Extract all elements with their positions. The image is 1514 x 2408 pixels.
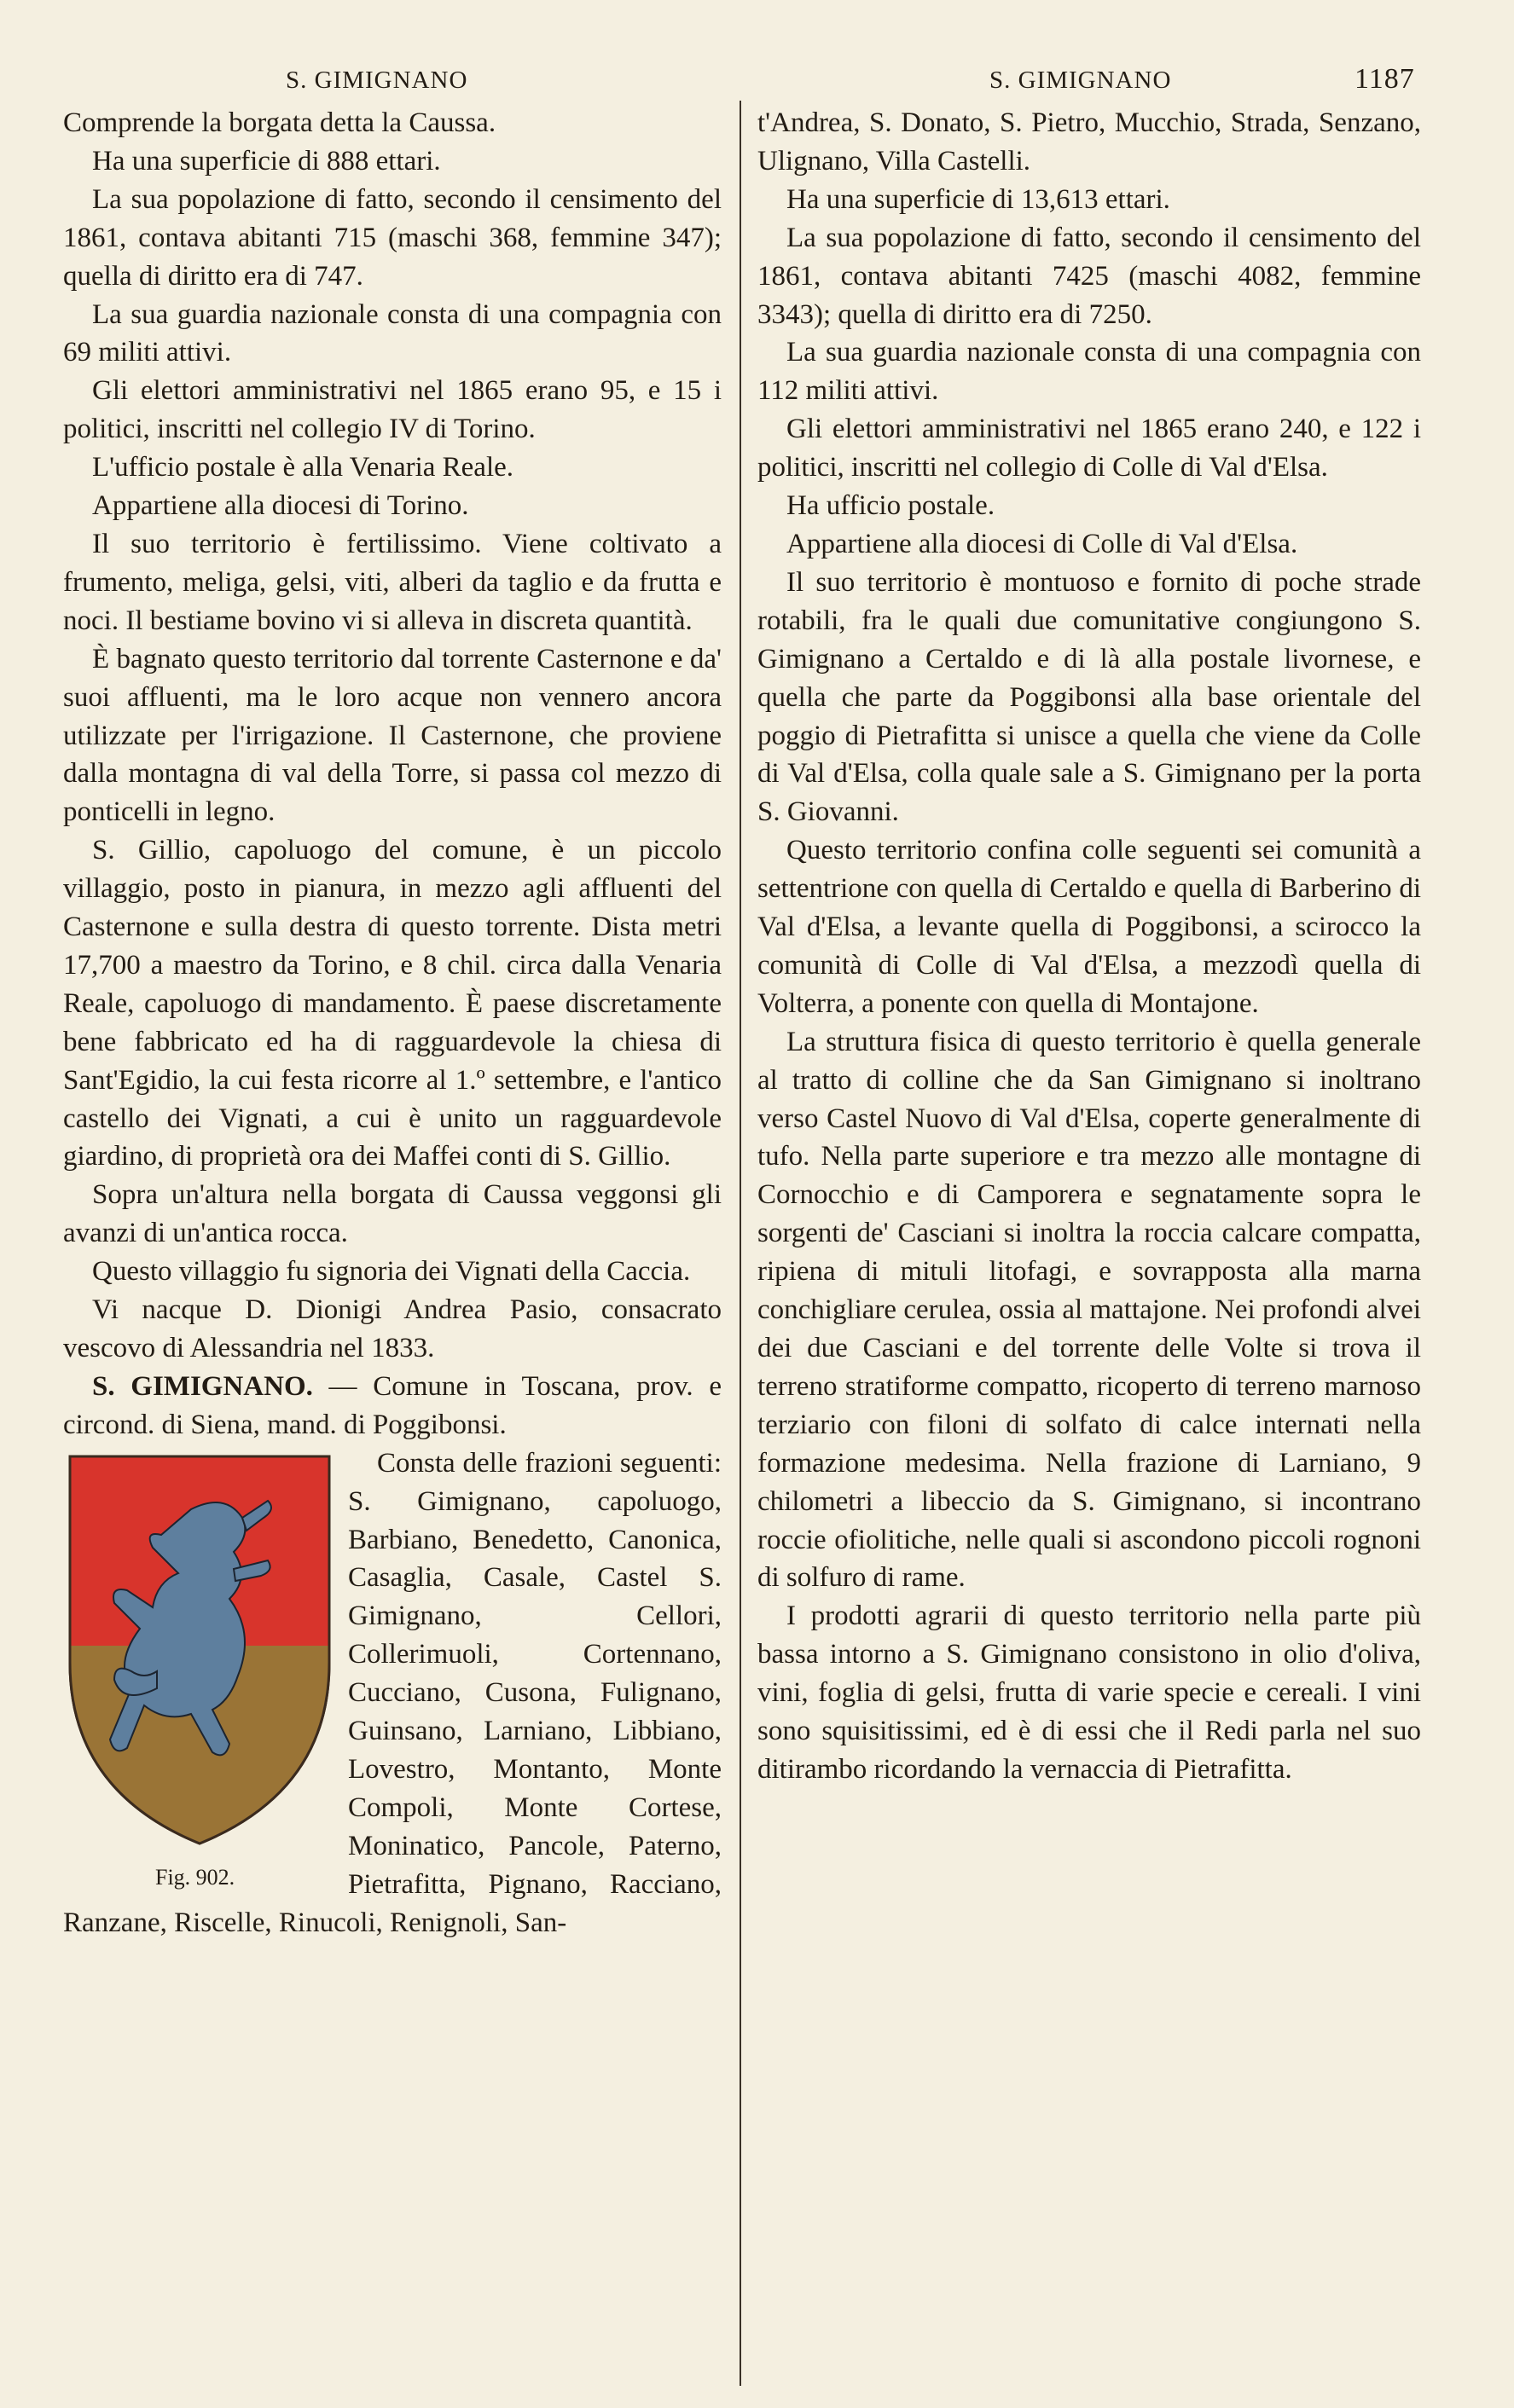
paragraph: Vi nacque D. Dionigi Andrea Pasio, consacrato vescovo di Alessandria nel 1833. xyxy=(63,1294,722,1363)
left-column xyxy=(63,104,722,1942)
paragraph: L'ufficio postale è alla Venaria Reale. xyxy=(92,452,514,483)
paragraph-frazioni: Consta delle frazioni seguenti: S. Gimignano, capoluogo, Barbiano, Benedetto, Canonica, Casaglia, Casale, Castel S. Gimignano, Cellori, Collerimuoli, Cortennano, Cucciano, Cusona, Fulignano, Guinsano, Larniano, Libbiano, Lovestro, Montanto, Monte Compoli, Monte Cortese, Moninatico, Pancole, Paterno, Pietrafitta, Pignano, Racciano, Ranzane, Riscelle, Rinucoli, Renignoli, San- xyxy=(63,1447,722,1938)
paragraph: Ha una superficie di 888 ettari. xyxy=(92,145,441,177)
paragraph: Questo territorio confina colle seguenti sei comunità a settentrione con quella di Certaldo e quella di Barberino di Val d'Elsa, a levante quella di Poggibonsi, a scirocco la comunità di Colle di Val d'Elsa, a mezzodì quella di Volterra, a ponente con quella di Montajone. xyxy=(757,835,1421,1019)
paragraph: La sua guardia nazionale consta di una compagnia con 112 militi attivi. xyxy=(757,337,1421,407)
paragraph: Gli elettori amministrativi nel 1865 erano 95, e 15 i politici, inscritti nel collegio IV di Torino. xyxy=(63,375,722,445)
paragraph: I prodotti agrarii di questo territorio nella parte più bassa intorno a S. Gimignano consistono in olio d'oliva, vini, foglia di gelsi, frutta di varie specie e cereali. I vini sono squisitissimi, ed è di essi che il Redi parla nel suo ditirambo ricordando la vernaccia di Pietrafitta. xyxy=(757,1601,1421,1785)
paragraph: Questo villaggio fu signoria dei Vignati della Caccia. xyxy=(92,1256,691,1288)
entry-heading: S. GIMIGNANO. xyxy=(92,1370,313,1402)
paragraph: La sua popolazione di fatto, secondo il censimento del 1861, contava abitanti 7425 (maschi 4082, femmine 3343); quella di diritto era di 7250. xyxy=(757,222,1421,330)
paragraph: t'Andrea, S. Donato, S. Pietro, Mucchio, Strada, Senzano, Ulignano, Villa Castelli. xyxy=(757,107,1421,177)
paragraph: S. Gillio, capoluogo del comune, è un piccolo villaggio, posto in pianura, in mezzo agli affluenti del Casternone e sulla destra di questo torrente. Dista metri 17,700 a maestro da Torino, e 8 chil. circa dalla Venaria Reale, capoluogo di mandamento. È paese discretamente bene fabbricato ed ha di ragguardevole la chiesa di Sant'Egidio, la cui festa ricorre al 1.º settembre, e l'antico castello dei Vignati, a cui è unito un ragguardevole giardino, di proprietà ora dei Maffei conti di S. Gillio. xyxy=(63,835,722,1172)
paragraph: Sopra un'altura nella borgata di Caussa veggonsi gli avanzi di un'antica rocca. xyxy=(63,1179,722,1249)
entry-text: — Comune in Toscana, prov. e circond. di Siena, mand. di Poggibonsi. xyxy=(63,1370,722,1440)
paragraph: È bagnato questo territorio dal torrente Casternone e da' suoi affluenti, ma le loro acque non vennero ancora utilizzate per l'irrigazione. Il Casternone, che proviene dalla montagna di val della Torre, si passa col mezzo di ponticelli in legno. xyxy=(63,643,722,828)
running-header-right: S. GIMIGNANO xyxy=(989,67,1172,94)
paragraph: La sua guardia nazionale consta di una compagnia con 69 militi attivi. xyxy=(63,298,722,368)
paragraph: Ha ufficio postale. xyxy=(786,490,995,522)
column-divider xyxy=(740,101,741,2386)
paragraph: Appartiene alla diocesi di Torino. xyxy=(92,490,469,522)
paragraph: Gli elettori amministrativi nel 1865 erano 240, e 122 i politici, inscritti nel collegio di Colle di Val d'Elsa. xyxy=(757,414,1421,483)
right-column xyxy=(757,104,1421,1789)
paragraph: Ha una superficie di 13,613 ettari. xyxy=(786,183,1170,215)
paragraph: La sua popolazione di fatto, secondo il censimento del 1861, contava abitanti 715 (maschi 368, femmine 347); quella di diritto era di 747. xyxy=(63,183,722,292)
paragraph: La struttura fisica di questo territorio è quella generale al tratto di colline che da San Gimignano si inoltrano verso Castel Nuovo di Val d'Elsa, coperte generalmente di tufo. Nella parte superiore e tra mezzo alle montagne di Cornocchio e di Camporera e segnatamente sopra le sorgenti de' Casciani si inoltra la roccia calcare compatta, ripiena di mituli litofagi, e sovrapposta alla marna conchigliare cerulea, ossia al mattajone. Nei profondi alvei dei due Casciani e del torrente delle Volte si trova il terreno stratiforme compatto, ricoperto di terreno marnoso terziario con filoni di solfato di calce internati nella formazione medesima. Nella frazione di Larniano, 9 chilometri a libeccio da S. Gimignano, si incontrano roccie ofiolitiche, nelle quali si ascondono piccoli rognoni di solfuro di rame. xyxy=(757,1026,1421,1594)
running-header-left: S. GIMIGNANO xyxy=(286,67,468,94)
page-number: 1187 xyxy=(1354,63,1415,95)
paragraph: Il suo territorio è montuoso e fornito di poche strade rotabili, fra le quali due comunitative congiungono S. Gimignano a Certaldo e di là alla postale livornese, e quella che parte da Poggibonsi alla base orientale del poggio di Pietrafitta si unisce a quella che viene da Colle di Val d'Elsa, colla quale sale a S. Gimignano per la porta S. Giovanni. xyxy=(757,566,1421,828)
paragraph: Comprende la borgata detta la Caussa. xyxy=(63,107,496,138)
figure-caption: Fig. 902. xyxy=(155,1864,235,1890)
coat-of-arms-image xyxy=(63,1450,336,1850)
paragraph: Appartiene alla diocesi di Colle di Val d'Elsa. xyxy=(786,528,1298,559)
entry-paragraph xyxy=(63,1368,722,1444)
coat-of-arms-figure xyxy=(63,1450,336,1890)
paragraph: Il suo territorio è fertilissimo. Viene coltivato a frumento, meliga, gelsi, viti, alberi da taglio e da frutta e noci. Il bestiame bovino vi si alleva in discreta quantità. xyxy=(63,528,722,636)
